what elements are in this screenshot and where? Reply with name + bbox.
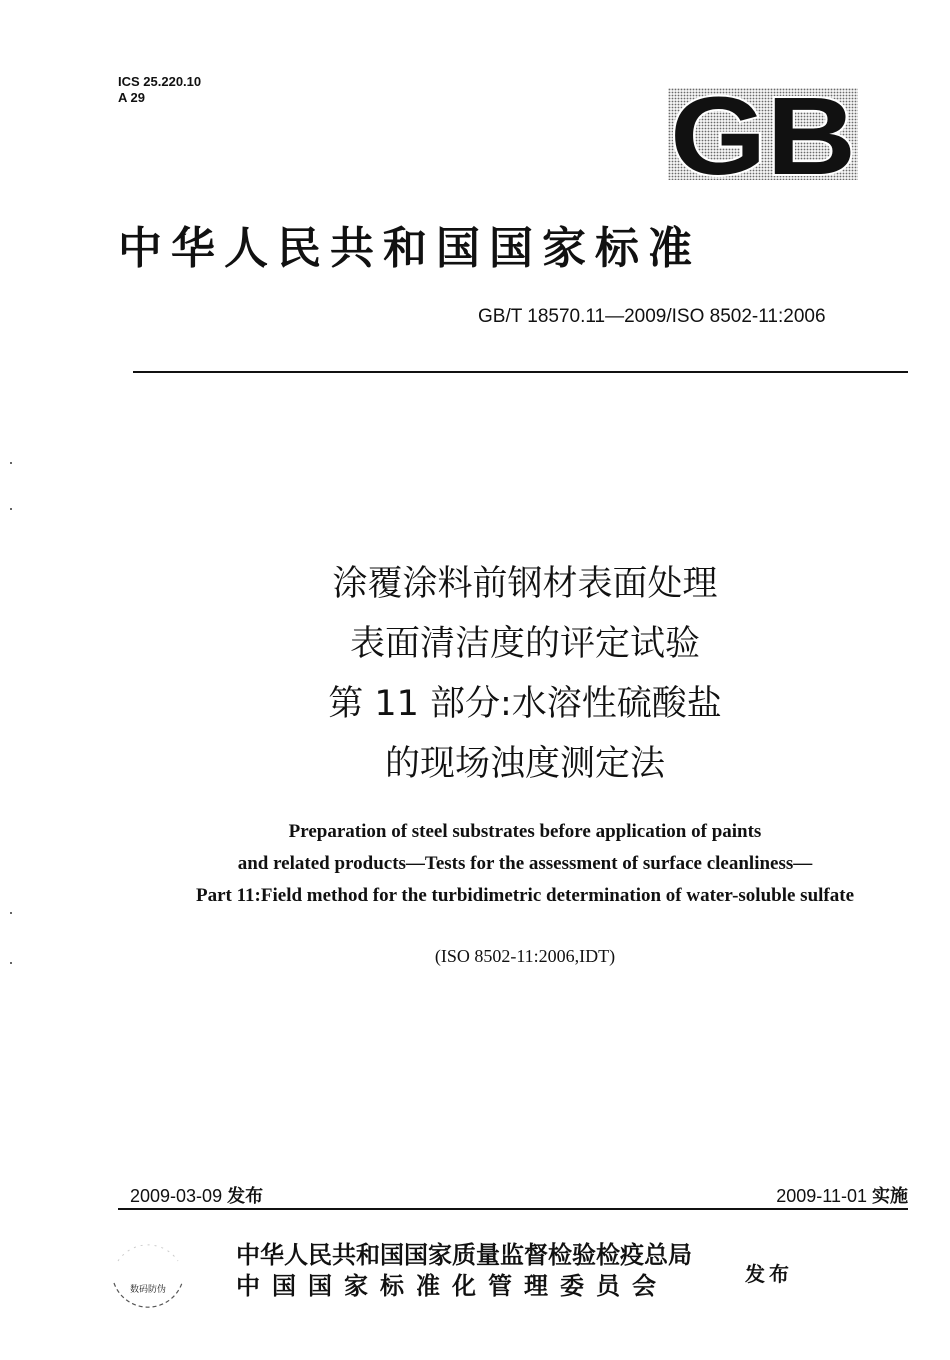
scan-speck [10, 462, 12, 464]
publisher-sac: 中国国家标准化管理委员会 [236, 1272, 668, 1300]
chinese-title-line-2: 表面清洁度的评定试验 [349, 624, 700, 664]
anti-counterfeit-seal [104, 1235, 192, 1323]
header-divider [133, 371, 908, 373]
english-title [100, 816, 950, 912]
issue-label: 发布 [227, 1186, 264, 1207]
standard-number: GB/T 18570.11—2009/ISO 8502-11:2006 [478, 306, 826, 327]
chinese-title-line-1: 涂覆涂料前钢材表面处理 [332, 564, 718, 604]
iso-reference: (ISO 8502-11:2006,IDT) [434, 946, 616, 966]
national-standard-title: 中华人民共和国国家标准 [118, 223, 701, 274]
footer-divider [118, 1208, 908, 1210]
implement-date: 2009-11-01 [776, 1186, 867, 1206]
english-title-line-2: and related products—Tests for the assessment of surface cleanliness— [237, 853, 813, 874]
classification-codes [118, 74, 201, 106]
ccs-code: A 29 [118, 90, 145, 105]
scan-speck [10, 508, 12, 510]
publisher-aqsiq: 中华人民共和国国家质量监督检验检疫总局 [236, 1241, 692, 1269]
gb-logo-text: GB [670, 88, 856, 180]
gb-logo [668, 88, 858, 180]
implement-date-block [776, 1182, 908, 1208]
issue-date-block [130, 1182, 263, 1208]
publishers [236, 1240, 692, 1302]
chinese-title-line-4: 的现场浊度测定法 [384, 744, 665, 784]
publish-label: 发布 [745, 1262, 793, 1286]
chinese-title [130, 554, 920, 794]
issue-date: 2009-03-09 [130, 1186, 223, 1206]
implement-label: 实施 [872, 1186, 908, 1207]
scan-speck [10, 912, 12, 914]
chinese-title-line-3: 第 11 部分:水溶性硫酸盐 [328, 684, 722, 724]
scan-speck [10, 962, 12, 964]
seal-text: 数码防伪 [129, 1285, 167, 1295]
english-title-line-1: Preparation of steel substrates before application of paints [288, 821, 762, 842]
ics-code: ICS 25.220.10 [118, 74, 202, 89]
english-title-line-3: Part 11:Field method for the turbidimetric determination of water-soluble sulfate [195, 885, 855, 906]
